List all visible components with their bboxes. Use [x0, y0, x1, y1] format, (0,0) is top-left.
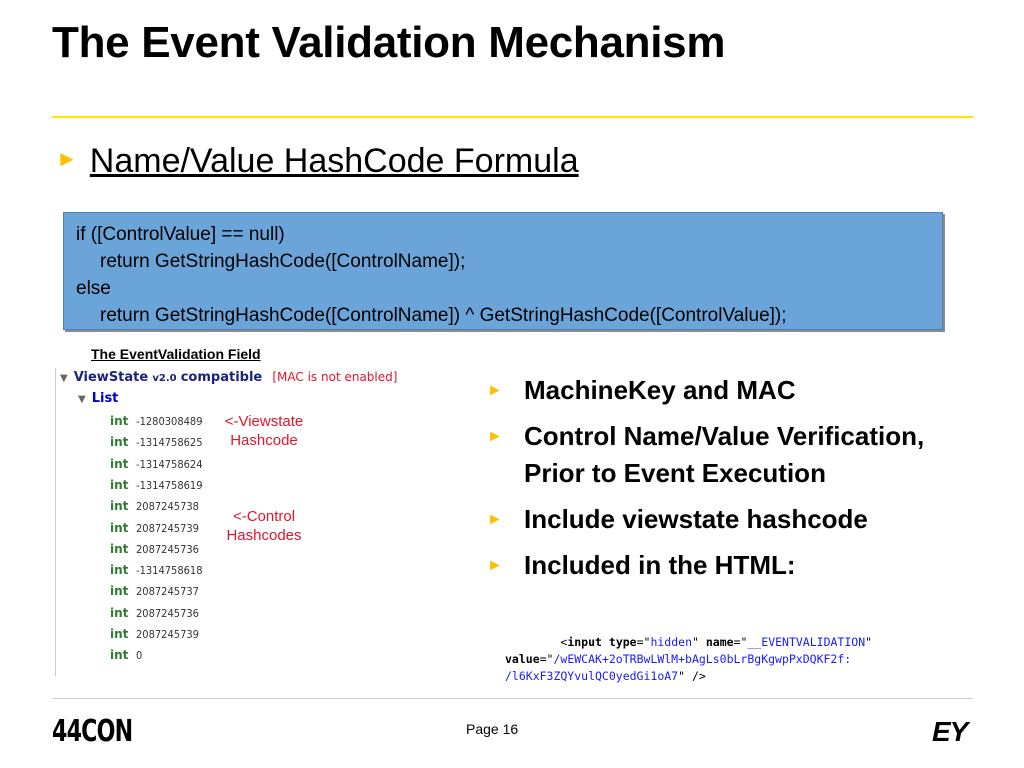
code-line: return GetStringHashCode([ControlName]);	[100, 251, 466, 272]
triangle-bullet-icon: ►	[487, 428, 503, 445]
annotation-line: <-Viewstate	[224, 413, 304, 430]
tree-list-node[interactable]	[78, 391, 118, 406]
int-type-label: int	[110, 520, 129, 535]
bullet-list	[487, 372, 967, 593]
subheading-text: Name/Value HashCode Formula	[89, 142, 579, 180]
code-line: if ([ControlValue] == null)	[76, 224, 285, 245]
snippet-open: <	[560, 635, 568, 649]
viewstate-hashcode-annotation	[204, 412, 324, 450]
int-type-label: int	[110, 456, 129, 471]
snippet-attr: value	[505, 652, 540, 666]
int-type-label: int	[110, 414, 129, 428]
ey-logo: EY	[932, 716, 968, 747]
list-label: List	[91, 391, 119, 406]
code-line: return GetStringHashCode([ControlName]) ^ GetStringHashCode([ControlValue]);	[100, 305, 787, 326]
eventvalidation-field-label: The EventValidation Field	[91, 346, 261, 362]
int-value: -1280308489	[136, 415, 203, 428]
formula-code-box	[63, 212, 943, 330]
collapse-arrow-icon[interactable]: ▼	[60, 373, 68, 384]
bullet-text: Included in the HTML:	[524, 550, 796, 580]
int-value: -1314758625	[136, 436, 203, 450]
bullet-text: MachineKey and MAC	[524, 375, 796, 405]
int-type-label: int	[110, 541, 129, 556]
bullet-text: Include viewstate hashcode	[524, 504, 868, 534]
snippet-attr: type	[608, 635, 637, 649]
int-type-label: int	[110, 584, 129, 599]
triangle-bullet-icon: ►	[56, 146, 78, 171]
annotation-line: <-Control	[232, 508, 296, 525]
tree-int-row[interactable]	[110, 435, 203, 449]
tree-int-row[interactable]	[110, 563, 203, 577]
snippet-close: />	[685, 669, 706, 683]
tree-root-node[interactable]	[60, 370, 397, 385]
int-value: 0	[136, 649, 143, 663]
collapse-arrow-icon[interactable]: ▼	[78, 394, 86, 405]
triangle-bullet-icon: ►	[487, 511, 503, 528]
int-value: -1314758624	[136, 457, 203, 471]
snippet-value: /l6KxF3ZQYvulQC0yedGi1oA7	[505, 669, 679, 683]
tree-int-row[interactable]	[110, 478, 203, 492]
int-value: -1314758619	[136, 478, 203, 492]
int-value: 2087245736	[136, 606, 199, 620]
control-hashcodes-annotation	[204, 507, 324, 545]
int-type-label: int	[110, 435, 129, 450]
tree-int-row[interactable]	[110, 584, 199, 598]
int-value: 2087245736	[136, 542, 199, 556]
int-type-label: int	[110, 563, 129, 578]
tree-int-row[interactable]	[110, 627, 199, 641]
bullet-item	[487, 547, 967, 584]
int-type-label: int	[110, 648, 129, 663]
int-type-label: int	[110, 627, 129, 641]
footer-divider	[52, 698, 973, 699]
tree-int-row[interactable]	[110, 542, 199, 556]
page-number: Page 16	[466, 721, 519, 737]
int-value: 2087245739	[136, 628, 199, 641]
tree-int-row[interactable]	[110, 521, 199, 535]
snippet-value: /wEWCAK+2oTRBwLWlM+bAgLs0bLrBgKgwpPxDQKF2f:	[553, 652, 852, 666]
title-divider	[52, 116, 973, 118]
tree-int-row[interactable]	[110, 648, 142, 662]
44con-logo: 44CON	[52, 714, 133, 749]
int-type-label: int	[110, 499, 129, 514]
snippet-value: hidden	[650, 635, 692, 649]
snippet-value: __EVENTVALIDATION	[747, 635, 866, 649]
tree-int-row[interactable]	[110, 606, 199, 620]
viewstate-suffix: compatible	[180, 370, 263, 385]
triangle-bullet-icon: ►	[487, 557, 503, 574]
snippet-tag: input	[567, 635, 602, 649]
code-line: else	[76, 278, 111, 299]
annotation-line: Hashcodes	[226, 527, 302, 544]
viewstate-version: v2.0	[152, 373, 177, 384]
annotation-line: Hashcode	[230, 432, 298, 449]
eventvalidation-html-snippet: <input type="hidden" name="__EVENTVALIDATION" value="/wEWCAK+2oTRBwLWlM+bAgLs0bLrBgKgwpPxDQKF2f: /l6KxF3ZQYvulQC0yedGi1oA7" />	[505, 635, 873, 683]
triangle-bullet-icon: ►	[487, 382, 503, 399]
tree-int-row[interactable]	[110, 414, 203, 428]
int-value: 2087245739	[136, 521, 199, 535]
subheading	[56, 142, 579, 181]
viewstate-label: ViewState	[73, 370, 149, 385]
int-type-label: int	[110, 477, 129, 492]
int-value: 2087245738	[136, 500, 199, 514]
snippet-attr: name	[705, 635, 734, 649]
tree-int-row[interactable]	[110, 457, 203, 471]
mac-status-note: [MAC is not enabled]	[272, 370, 398, 384]
int-value: -1314758618	[136, 564, 203, 578]
bullet-item	[487, 418, 967, 492]
slide-title: The Event Validation Mechanism	[52, 18, 726, 67]
bullet-text: Control Name/Value Verification, Prior to Event Execution	[524, 421, 925, 488]
tree-int-row[interactable]	[110, 499, 199, 513]
int-value: 2087245737	[136, 585, 199, 599]
int-type-label: int	[110, 605, 129, 620]
bullet-item	[487, 501, 967, 538]
bullet-item	[487, 372, 967, 409]
